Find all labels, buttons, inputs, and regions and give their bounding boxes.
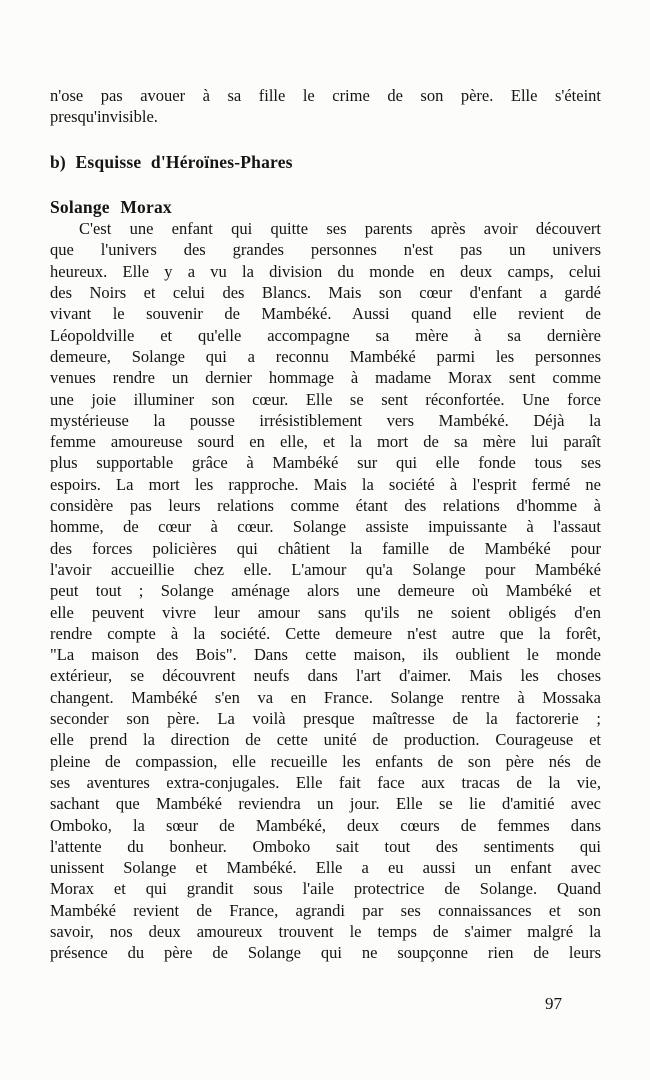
body-paragraph (50, 218, 601, 963)
text-line: "La maison des Bois". Dans cette maison, ils oublient le monde (50, 645, 601, 665)
text-line: savoir, nos deux amoureux trouvent le temps de s'aimer malgré la (50, 921, 601, 941)
text-line: sachant que Mambéké reviendra un jour. Elle se lie d'amitié avec (50, 794, 601, 814)
text-line: venues rendre un dernier hommage à madame Morax sent comme (50, 368, 601, 388)
text-line: n'ose pas avouer à sa fille le crime de son père. Elle s'éteint (50, 86, 601, 105)
text-line: Mambéké revient de France, agrandi par ses connaissances et son (50, 900, 601, 920)
text-line: Léopoldville et qu'elle accompagne sa mère à sa dernière (50, 325, 601, 345)
text-line: ses aventures extra-conjugales. Elle fait face aux tracas de la vie, (50, 772, 601, 792)
text-line: pleine de compassion, elle recueille les enfants de son père nés de (50, 751, 601, 771)
text-line: C'est une enfant qui quitte ses parents après avoir découvert (79, 219, 601, 239)
text-line: rendre compte à la société. Cette demeure n'est autre que la forêt, (50, 623, 601, 643)
text-line: une joie illuminer son cœur. Elle se sent réconfortée. Une force (50, 389, 601, 409)
text-line: considère pas leurs relations comme étant des relations d'homme à (50, 496, 601, 516)
text-line: l'avoir accueillie chez elle. L'amour qu'a Solange pour Mambéké (50, 559, 601, 579)
text-line: elle prend la direction de cette unité de production. Courageuse et (50, 730, 601, 750)
text-line: mystérieuse la pousse irrésistiblement vers Mambéké. Déjà la (50, 410, 601, 430)
text-line: seconder son père. La voilà presque maîtresse de la factorerie ; (50, 709, 601, 729)
text-line: heureux. Elle y a vu la division du monde en deux camps, celui (50, 261, 601, 281)
text-line: Omboko, la sœur de Mambéké, deux cœurs de femmes dans (50, 815, 601, 835)
text-line: vivant le souvenir de Mambéké. Aussi quand elle revient de (50, 304, 601, 324)
text-line: espoirs. La mort les rapproche. Mais la société à l'esprit fermé ne (50, 474, 601, 494)
section-heading: b) Esquisse d'Héroïnes-Phares (50, 151, 293, 172)
text-line: que l'univers des grandes personnes n'est pas un univers (50, 240, 601, 260)
text-line: peut tout ; Solange aménage alors une demeure où Mambéké et (50, 581, 601, 601)
text-line: des forces policières qui châtient la famille de Mambéké pour (50, 538, 601, 558)
text-line: présence du père de Solange qui ne soupçonne rien de leurs (50, 943, 601, 963)
intro-paragraph (50, 85, 601, 128)
text-line: plus supportable grâce à Mambéké sur qui elle fonde tous ses (50, 453, 601, 473)
text-line: changent. Mambéké s'en va en France. Solange rentre à Mossaka (50, 687, 601, 707)
text-line: homme, de cœur à cœur. Solange assiste impuissante à l'assaut (50, 517, 601, 537)
text-line: des Noirs et celui des Blancs. Mais son cœur d'enfant a gardé (50, 283, 601, 303)
text-line: extérieur, se découvrent neufs dans l'art d'aimer. Mais les choses (50, 666, 601, 686)
page-number: 97 (545, 994, 562, 1013)
text-line: demeure, Solange qui a reconnu Mambéké parmi les personnes (50, 346, 601, 366)
text-line: femme amoureuse sourd en elle, et la mort de sa mère lui paraît (50, 432, 601, 452)
text-line: elle peuvent vivre leur amour sans qu'ils ne soient obligés d'en (50, 602, 601, 622)
text-block (50, 85, 601, 964)
text-line: l'attente du bonheur. Omboko sait tout des sentiments qui (50, 836, 601, 856)
character-name-heading: Solange Morax (50, 196, 172, 217)
text-line: presqu'invisible. (50, 107, 158, 127)
text-line: Morax et qui grandit sous l'aile protectrice de Solange. Quand (50, 879, 601, 899)
text-line: unissent Solange et Mambéké. Elle a eu aussi un enfant avec (50, 858, 601, 878)
